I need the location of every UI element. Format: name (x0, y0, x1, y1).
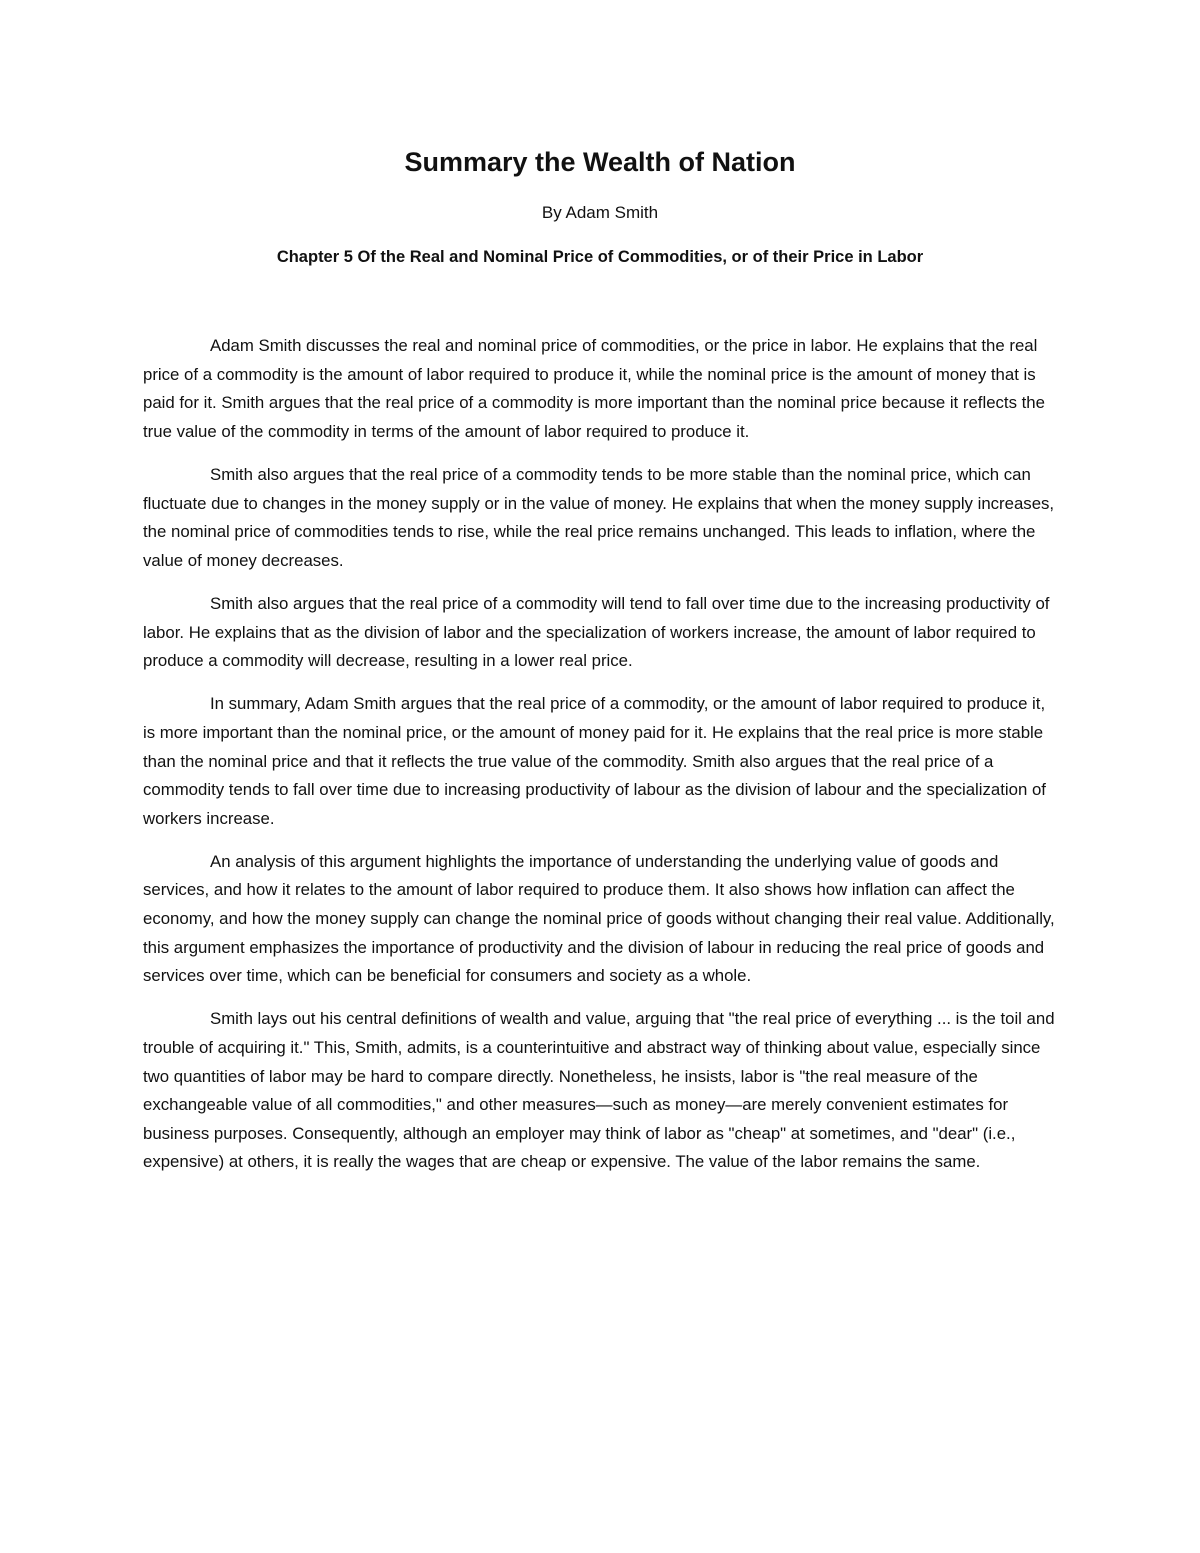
body-paragraph-1: Adam Smith discusses the real and nominal price of commodities, or the price in labor. He explains that the real price of a commodity is the amount of labor required to produce it, while the nominal price is the amount of money that is paid for it. Smith argues that the real price of a commodity is more important than the nominal price because it reflects the true value of the commodity in terms of the amount of labor required to produce it. (143, 336, 1045, 441)
document-title: Summary the Wealth of Nation (404, 147, 796, 177)
document-body (143, 332, 1057, 1177)
document-author: By Adam Smith (541, 203, 659, 222)
document-content (143, 142, 1057, 1192)
body-paragraph-2: Smith also argues that the real price of a commodity tends to be more stable than the nominal price, which can fluctuate due to changes in the money supply or in the value of money. He explains that when the money supply increases, the nominal price of commodities tends to rise, while the real price remains unchanged. This leads to inflation, where the value of money decreases. (143, 464, 1055, 570)
body-paragraph-5: An analysis of this argument highlights the importance of understanding the underlying value of goods and services, and how it relates to the amount of labor required to produce them. It also shows how inflation can affect the economy, and how the money supply can change the nominal price of goods without changing their real value. Additionally, this argument emphasizes the importance of productivity and the division of labour in reducing the real price of goods and services over time, which can be beneficial for consumers and society as a whole. (143, 851, 1055, 986)
body-paragraph-6: Smith lays out his central definitions of wealth and value, arguing that "the real price of everything ... is the toil and trouble of acquiring it." This, Smith, admits, is a counterintuitive and abstract way of thinking about value, especially since two quantities of labor may be hard to compare directly. Nonetheless, he insists, labor is "the real measure of the exchangeable value of all commodities," and other measures—such as money—are merely convenient estimates for business purposes. Consequently, although an employer may think of labor as "cheap" at sometimes, and "dear" (i.e., expensive) at others, it is really the wages that are cheap or expensive. The value of the labor remains the same. (143, 1009, 1055, 1172)
body-paragraph-3: Smith also argues that the real price of a commodity will tend to fall over time due to the increasing productivity of labor. He explains that as the division of labor and the specialization of workers increase, the amount of labor required to produce a commodity will decrease, resulting in a lower real price. (143, 593, 1050, 671)
body-paragraph-4: In summary, Adam Smith argues that the real price of a commodity, or the amount of labor required to produce it, is more important than the nominal price, or the amount of money paid for it. He explains that the real price is more stable than the nominal price and that it reflects the true value of the commodity. Smith also argues that the real price of a commodity tends to fall over time due to increasing productivity of labour as the division of labour and the specialization of workers increase. (143, 694, 1046, 828)
chapter-heading: Chapter 5 Of the Real and Nominal Price of Commodities, or of their Price in Labor (276, 248, 924, 266)
